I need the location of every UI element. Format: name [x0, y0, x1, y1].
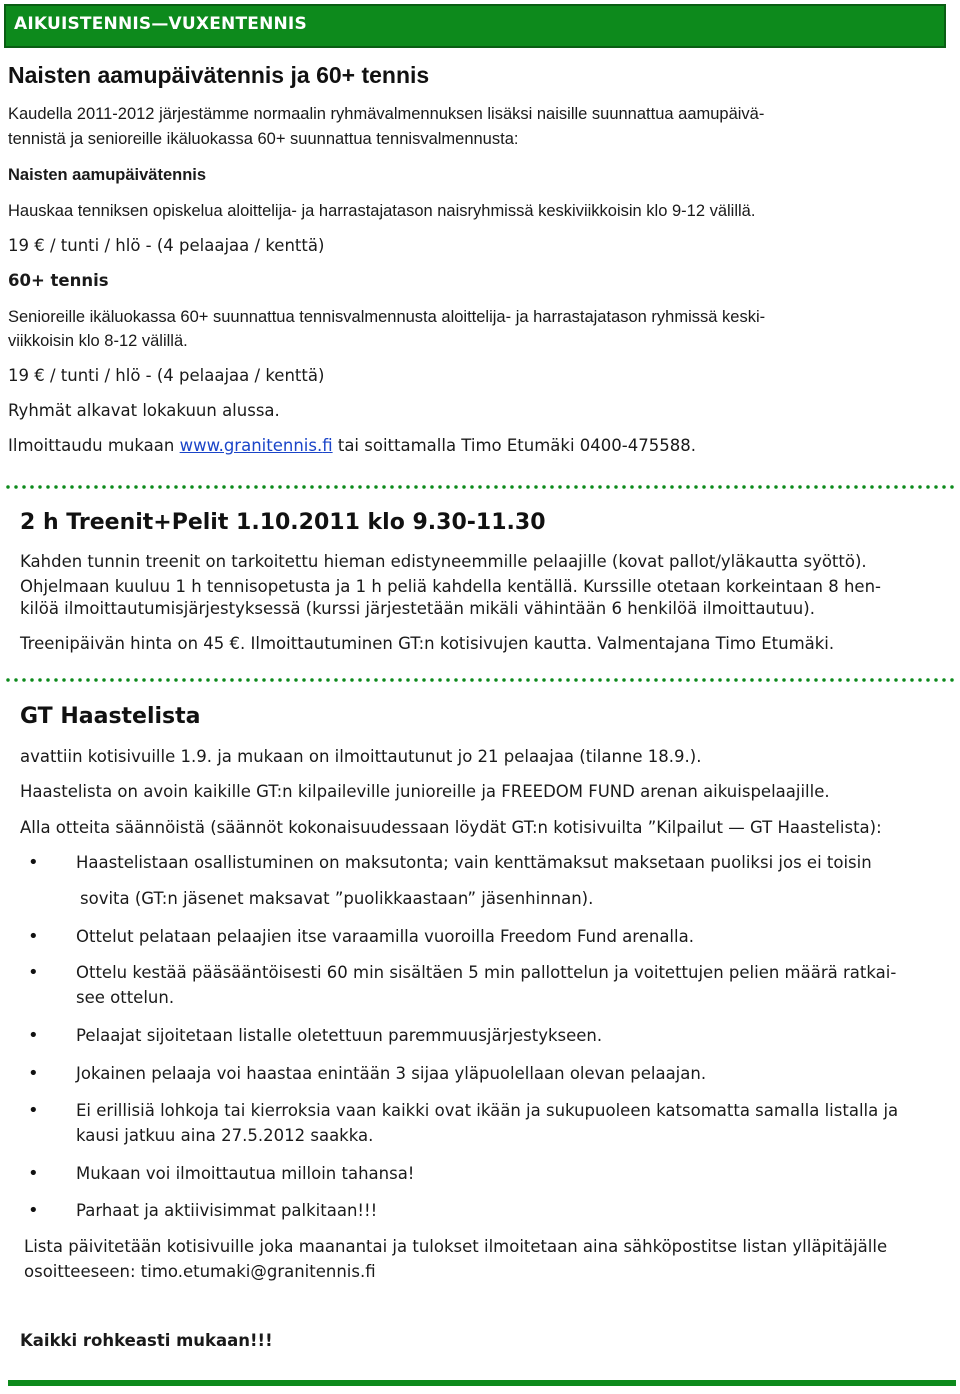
bullet-5-line-1: Jokainen pelaaja voi haastaa enintään 3 sijaa yläpuolellaan olevan pelaajan.	[76, 1064, 707, 1083]
bullet-3-line-1: Ottelu kestää pääsääntöisesti 60 min sisältäen 5 min pallottelun ja voitettujen pelien määrä ratkai-	[76, 963, 897, 982]
section3-line-3: Alla otteita säännöistä (säännöt kokonaisuudessaan löydät GT:n kotisivuilta ”Kilpailut — GT Haastelista):	[20, 818, 882, 837]
closing-text: Kaikki rohkeasti mukaan!!!	[20, 1331, 273, 1350]
section2-line-2: Ohjelmaan kuuluu 1 h tennisopetusta ja 1 h peliä kahdella kentällä. Kurssille otetaan korkeintaan 8 hen-	[20, 577, 881, 596]
bullet-1-line-1: Haastelistaan osallistuminen on maksutonta; vain kenttämaksut maksetaan puoliksi jos ei toisin	[76, 853, 872, 872]
dotted-divider	[4, 485, 956, 489]
bullet-2-line-1: Ottelut pelataan pelaajien itse varaamilla vuoroilla Freedom Fund arenalla.	[76, 927, 694, 946]
bullet-marker: •	[28, 852, 39, 873]
senior-heading: 60+ tennis	[8, 271, 109, 290]
header-label: AIKUISTENNIS—VUXENTENNIS	[14, 14, 307, 34]
website-link-www: www.granitennis.	[179, 436, 323, 455]
section3-line-1: avattiin kotisivuille 1.9. ja mukaan on ilmoittautunut jo 21 pelaajaa (tilanne 18.9.).	[20, 747, 702, 766]
senior-line-2: viikkoisin klo 8-12 välillä.	[8, 332, 188, 350]
bullet-marker: •	[28, 1200, 39, 1221]
senior-line-1: Senioreille ikäluokassa 60+ suunnattua tennisvalmennusta aloittelija- ja harrastajatason ryhmissä keski-	[8, 308, 766, 326]
section2-line-4: Treenipäivän hinta on 45 €. Ilmoittautuminen GT:n kotisivujen kautta. Valmentajana Timo Etumäki.	[20, 634, 835, 653]
bullet-8-line-1: Parhaat ja aktiivisimmat palkitaan!!!	[76, 1201, 378, 1220]
website-link-fi: fi	[322, 436, 333, 455]
signup-suffix: tai soittamalla Timo Etumäki 0400-475588.	[332, 436, 696, 455]
bullet-marker: •	[28, 1025, 39, 1046]
website-link[interactable]	[180, 436, 333, 455]
section2-title: 2 h Treenit+Pelit 1.10.2011 klo 9.30-11.30	[20, 510, 546, 535]
bullet-6-line-2: kausi jatkuu aina 27.5.2012 saakka.	[76, 1126, 374, 1145]
intro-line-2: tennistä ja senioreille ikäluokassa 60+ suunnattua tennisvalmennusta:	[8, 130, 519, 148]
section3-title: GT Haastelista	[20, 704, 201, 729]
bullet-marker: •	[28, 962, 39, 983]
women-price: 19 € / tunti / hlö - (4 pelaajaa / kenttä)	[8, 236, 325, 255]
bullet-marker: •	[28, 1063, 39, 1084]
section1-title: Naisten aamupäivätennis ja 60+ tennis	[8, 62, 430, 88]
bullet-marker: •	[28, 1163, 39, 1184]
dotted-divider	[4, 678, 956, 682]
section2-line-1: Kahden tunnin treenit on tarkoitettu hieman edistyneemmille pelaajille (kovat pallot/yläkautta syöttö).	[20, 552, 867, 571]
bullet-marker: •	[28, 1100, 39, 1121]
section2-line-3: kilöä ilmoittautumisjärjestyksessä (kurssi järjestetään mikäli vähintään 6 henkilöä ilmoittautuu).	[20, 599, 815, 618]
footer-line-1: Lista päivitetään kotisivuille joka maanantai ja tulokset ilmoitetaan aina sähköpostitse listan ylläpitäjälle	[24, 1237, 888, 1256]
bullet-7-line-1: Mukaan voi ilmoittautua milloin tahansa!	[76, 1164, 415, 1183]
bullet-marker: •	[28, 926, 39, 947]
signup-prefix: Ilmoittaudu mukaan	[8, 436, 180, 455]
groups-start: Ryhmät alkavat lokakuun alussa.	[8, 401, 280, 420]
signup-line	[8, 435, 938, 457]
footer-divider	[8, 1380, 956, 1386]
senior-price: 19 € / tunti / hlö - (4 pelaajaa / kenttä)	[8, 366, 325, 385]
bullet-1-line-2: sovita (GT:n jäsenet maksavat ”puolikkaastaan” jäsenhinnan).	[80, 889, 594, 908]
intro-line-1: Kaudella 2011-2012 järjestämme normaalin ryhmävalmennuksen lisäksi naisille suunnattua aamupäivä-	[8, 105, 765, 123]
bullet-6-line-1: Ei erillisiä lohkoja tai kierroksia vaan kaikki ovat ikään ja sukupuoleen katsomatta samalla listalla ja	[76, 1101, 899, 1120]
women-text: Hauskaa tenniksen opiskelua aloittelija- ja harrastajatason naisryhmissä keskiviikkoisin klo 9-12 välillä.	[8, 202, 756, 220]
footer-line-2: osoitteeseen: timo.etumaki@granitennis.fi	[24, 1262, 376, 1281]
women-heading: Naisten aamupäivätennis	[8, 166, 207, 184]
bullet-4-line-1: Pelaajat sijoitetaan listalle oletettuun paremmuusjärjestykseen.	[76, 1026, 603, 1045]
section3-line-2: Haastelista on avoin kaikille GT:n kilpaileville junioreille ja FREEDOM FUND arenan aikuispelaajille.	[20, 782, 830, 801]
section-header-bar	[4, 4, 946, 48]
bullet-3-line-2: see ottelun.	[76, 988, 175, 1007]
